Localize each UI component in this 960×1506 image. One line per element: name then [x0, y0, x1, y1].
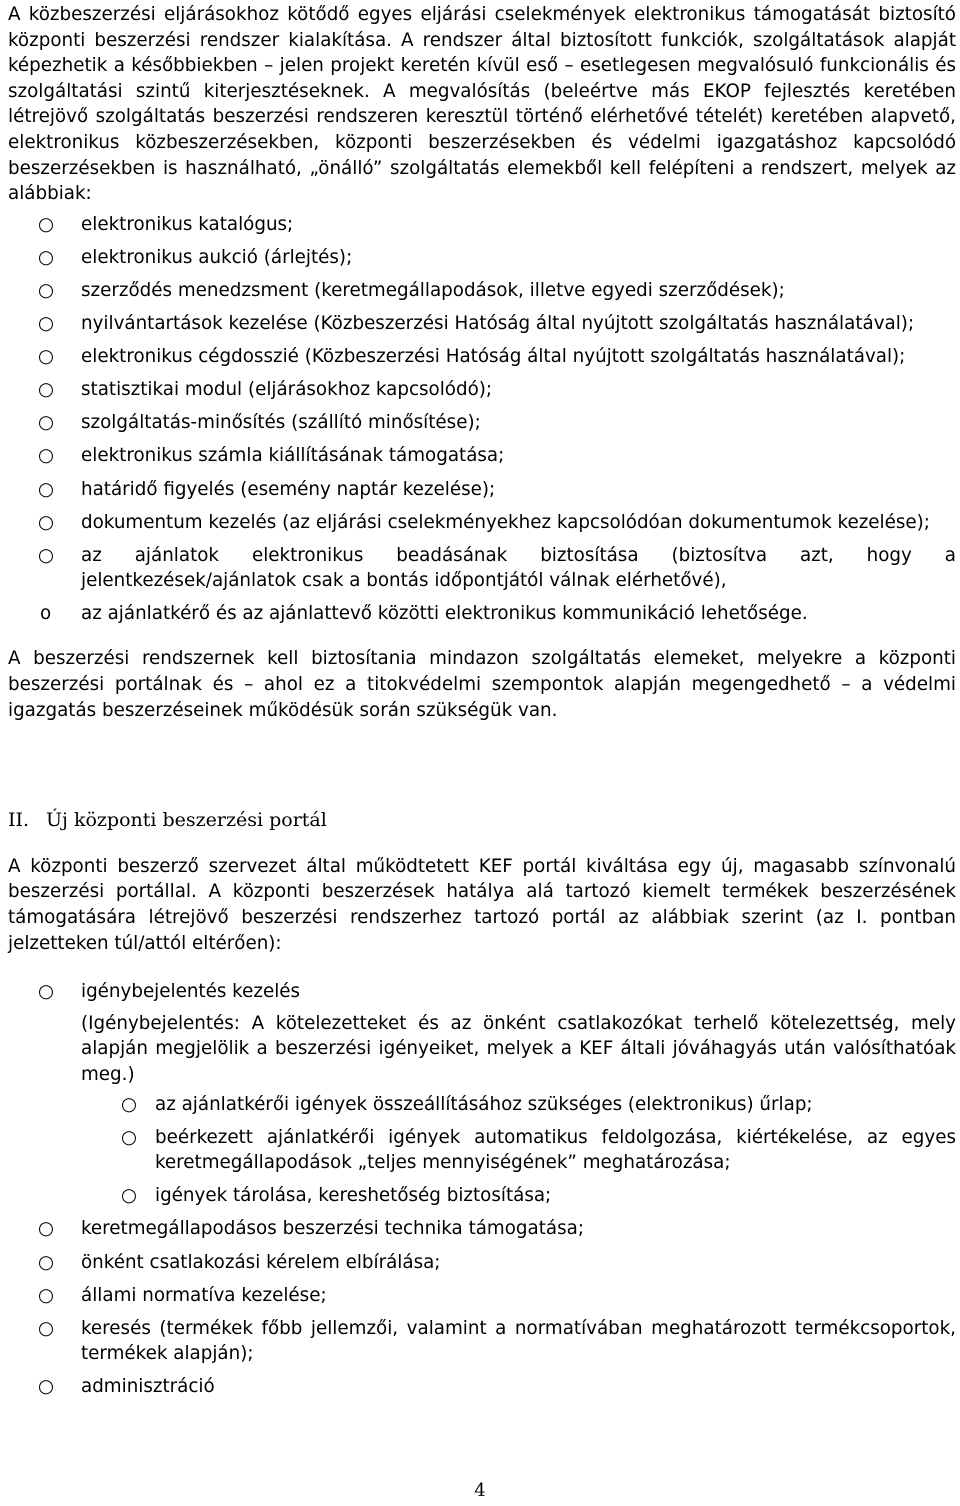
circle-bullet-icon: ○ — [38, 313, 54, 335]
circle-bullet-icon: ○ — [38, 1218, 54, 1240]
list-item — [8, 477, 956, 503]
section-heading — [8, 808, 956, 834]
intro-paragraph: A közbeszerzési eljárásokhoz kötődő egyes eljárási cselekmények elektronikus támogatását biztosító központi beszerzési rendszer kialakítása. A rendszer által biztosított funkciók, szolgáltatások alapját képezhetik a későbbiekben – jelen projekt keretén kívül eső – esetlegesen megvalósuló funkcionális és szolgáltatási szintű kiterjesztéseknek. A megvalósítás (beleértve más EKOP fejlesztés keretében létrejövő szolgáltatás beszerzési rendszeren keresztül történő elérhetővé tételét) keretében alapvető, elektronikus közbeszerzésekben, központi beszerzésekben és védelmi igazgatáshoz kapcsolódó beszerzésekben is használható, „önálló” szolgáltatás elemekből kell felépíteni a rendszert, melyek az alábbiak: — [8, 4, 956, 205]
circle-bullet-icon: ○ — [38, 246, 54, 268]
requirements-paragraph: A beszerzési rendszernek kell biztosítania mindazon szolgáltatás elemeket, melyekre a központi beszerzési portálnak és – ahol ez a titokvédelmi szempontok alapján megengedhető – a védelmi igazgatás beszerzéseinek működésük során szükségük van. — [8, 648, 956, 721]
list-item-text: adminisztráció — [81, 1376, 215, 1398]
list-item-text: elektronikus aukció (árlejtés); — [81, 246, 353, 268]
list-item-text: önként csatlakozási kérelem elbírálása; — [81, 1251, 441, 1273]
list-item — [8, 510, 956, 536]
portal-features-list — [8, 979, 956, 1400]
page-number: 4 — [474, 1480, 486, 1501]
list-item — [8, 377, 956, 403]
list-item — [8, 979, 956, 1209]
list-item — [8, 1283, 956, 1309]
sub-list-item-text: igények tárolása, kereshetőség biztosítása; — [155, 1185, 552, 1207]
circle-bullet-icon: ○ — [38, 445, 54, 467]
list-item-text: nyilvántartások kezelése (Közbeszerzési Hatóság által nyújtott szolgáltatás használatával); — [81, 313, 915, 335]
circle-bullet-icon: ○ — [121, 1185, 137, 1207]
list-item-text: az ajánlatkérő és az ajánlattevő közötti elektronikus kommunikáció lehetősége. — [81, 603, 808, 625]
list-item-text: dokumentum kezelés (az eljárási cselekményekhez kapcsolódóan dokumentumok kezelése); — [81, 511, 930, 533]
sub-list-item — [81, 1092, 956, 1118]
list-item — [8, 212, 956, 238]
list-item-text: elektronikus cégdosszié (Közbeszerzési Hatóság által nyújtott szolgáltatás használatával); — [81, 346, 906, 368]
circle-bullet-icon: ○ — [38, 544, 54, 566]
service-elements-list — [8, 212, 956, 627]
circle-bullet-icon: o — [40, 603, 52, 625]
sub-list — [81, 1092, 956, 1209]
circle-bullet-icon: ○ — [38, 511, 54, 533]
list-item — [8, 443, 956, 469]
circle-bullet-icon: ○ — [38, 1317, 54, 1339]
list-item — [8, 543, 956, 594]
list-item-text: elektronikus katalógus; — [81, 213, 294, 235]
circle-bullet-icon: ○ — [121, 1093, 137, 1115]
list-item — [8, 1250, 956, 1276]
list-item — [8, 601, 956, 627]
list-item-text: szerződés menedzsment (keretmegállapodások, illetve egyedi szerződések); — [81, 279, 785, 301]
list-item-text: keresés (termékek főbb jellemzői, valamint a normatívában meghatározott termékcsoportok, termékek alapján); — [81, 1317, 956, 1365]
circle-bullet-icon: ○ — [121, 1126, 137, 1148]
circle-bullet-icon: ○ — [38, 478, 54, 500]
list-item — [8, 344, 956, 370]
list-item-detail: (Igénybejelentés: A kötelezetteket és az önként csatlakozókat terhelő kötelezettség, mely alapján megjelölik a beszerzési igényeiket, melyek a KEF általi jóváhagyás után valósíthatóak meg.) — [81, 1012, 956, 1085]
list-item-title: igénybejelentés kezelés — [81, 981, 301, 1003]
section-number: II. — [8, 809, 30, 832]
circle-bullet-icon: ○ — [38, 346, 54, 368]
list-item-text: határidő figyelés (esemény naptár kezelése); — [81, 478, 496, 500]
document-page — [8, 0, 956, 1408]
circle-bullet-icon: ○ — [38, 279, 54, 301]
list-item-text: az ajánlatok elektronikus beadásának biztosítása (biztosítva azt, hogy a jelentkezések/ajánlatok csak a bontás időpontjától válnak elérhetővé), — [81, 544, 956, 592]
circle-bullet-icon: ○ — [38, 1376, 54, 1398]
list-item-text: szolgáltatás-minősítés (szállító minősítése); — [81, 412, 481, 434]
sub-list-item-text: az ajánlatkérői igények összeállításához szükséges (elektronikus) űrlap; — [155, 1093, 813, 1115]
portal-paragraph: A központi beszerző szervezet által működtetett KEF portál kiváltása egy új, magasabb színvonalú beszerzési portállal. A központi beszerzések hatálya alá tartozó kiemelt termékek beszerzésének támogatására létrejövő beszerzési rendszerhez tartozó portál az alábbiak szerint (az I. pontban jelzetteken túl/attól eltérően): — [8, 855, 956, 954]
circle-bullet-icon: ○ — [38, 213, 54, 235]
list-item-text: állami normatíva kezelése; — [81, 1284, 327, 1306]
circle-bullet-icon: ○ — [38, 412, 54, 434]
list-item — [8, 311, 956, 337]
circle-bullet-icon: ○ — [38, 379, 54, 401]
section-title: Új központi beszerzési portál — [46, 809, 327, 832]
list-item — [8, 245, 956, 271]
sub-list-item — [81, 1125, 956, 1176]
list-item-text: statisztikai modul (eljárásokhoz kapcsolódó); — [81, 379, 493, 401]
sub-list-item-text: beérkezett ajánlatkérői igények automatikus feldolgozása, kiértékelése, az egyes keretmegállapodások „teljes mennyiségének” meghatározása; — [155, 1126, 956, 1174]
circle-bullet-icon: ○ — [38, 1251, 54, 1273]
list-item-text: keretmegállapodásos beszerzési technika támogatása; — [81, 1218, 584, 1240]
list-item — [8, 278, 956, 304]
circle-bullet-icon: ○ — [38, 1284, 54, 1306]
list-item — [8, 1316, 956, 1367]
list-item — [8, 1374, 956, 1400]
sub-list-item — [81, 1183, 956, 1209]
list-item — [8, 410, 956, 436]
circle-bullet-icon: ○ — [38, 981, 54, 1003]
list-item — [8, 1216, 956, 1242]
list-item-text: elektronikus számla kiállításának támogatása; — [81, 445, 505, 467]
